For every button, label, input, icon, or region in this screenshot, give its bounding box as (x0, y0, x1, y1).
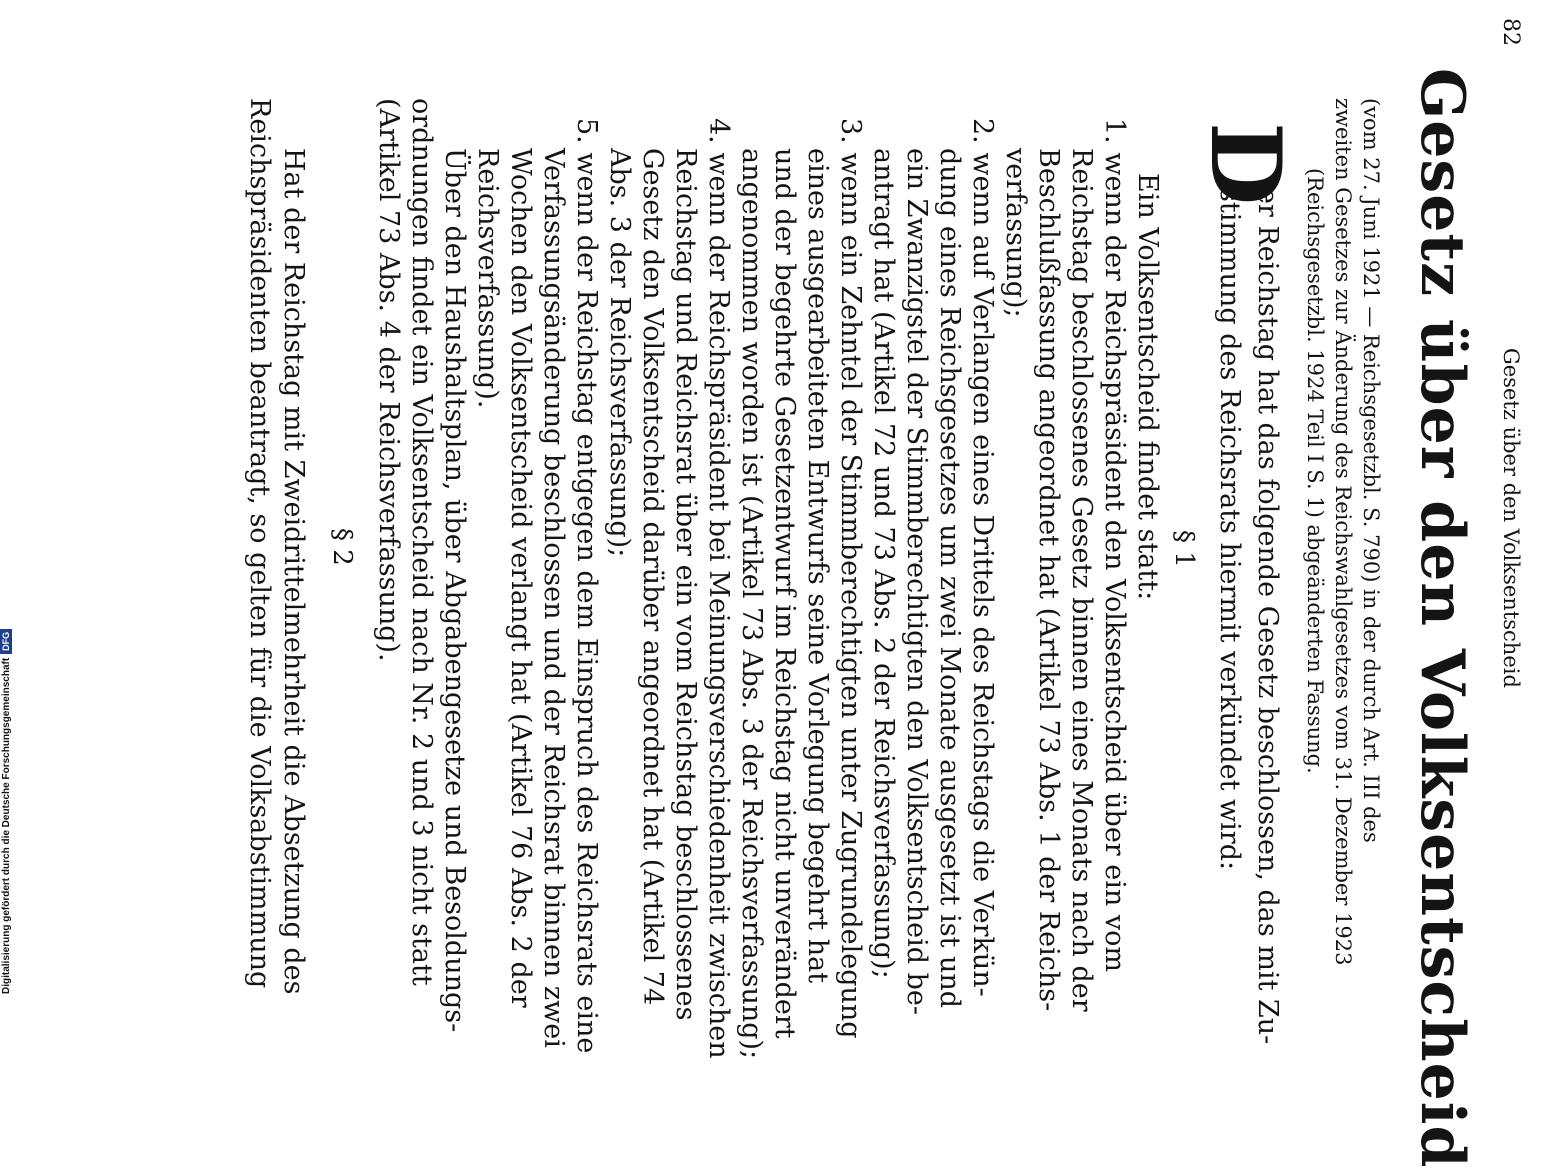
rotated-page (63, 18, 1533, 1169)
s2-line-2: Reichspräsidenten beantragt, so gelten für die Volksabstimmung (244, 98, 275, 989)
s1-line-12: angenommen worden ist (Artikel 73 Abs. 3 der Reichsverfassung); (736, 148, 767, 1060)
s1-line-8: antragt hat (Artikel 72 und 73 Abs. 2 der Reichsverfassung); (868, 148, 899, 979)
s1-line-10: eines ausgearbeiteten Entwurfs seine Vorlegung begehrt hat (802, 148, 833, 984)
s1-line-18: Verfassungsänderung beschlossen und der Reichsrat binnen zwei (538, 148, 569, 1048)
section-1-lead: Ein Volksentscheid findet statt: (1132, 173, 1163, 601)
credit-text: Digitalisierung gefördert durch die Deutsche Forschungsgemeinschaft (0, 657, 12, 994)
s1-line-9: 3. wenn ein Zehntel der Stimmberechtigten unter Zugrundelegung (835, 118, 866, 1039)
digitization-credit (0, 629, 12, 994)
subtitle-line-1: (vom 27. Juni 1921 — Reichsgesetzbl. S. 790) in der durch Art. III des (1359, 98, 1383, 843)
s2-line-1: Hat der Reichstag mit Zweidrittelmehrheit die Absetzung des (278, 148, 309, 995)
s1-line-17: 5. wenn der Reichstag entgegen dem Einspruch des Reichsrats eine (571, 118, 602, 1054)
s1-line-3: Beschlußfassung angeordnet hat (Artikel 73 Abs. 1 der Reichs- (1033, 148, 1064, 1012)
dfg-logo-icon: DFG (0, 629, 12, 654)
s1-line-23: (Artikel 73 Abs. 4 der Reichsverfassung). (373, 98, 404, 662)
s1-line-5: 2. wenn auf Verlangen eines Drittels des Reichstags die Verkün- (967, 118, 998, 997)
subtitle-line-3: (Reichsgesetzbl. 1924 Teil I S. 1) abgeänderten Fassung. (1303, 168, 1327, 774)
s1-line-2: Reichstag beschlossenes Gesetz binnen eines Monats nach der (1066, 148, 1097, 1012)
s1-line-11: und der begehrte Gesetzentwurf im Reichstag nicht unverändert (769, 148, 800, 1039)
s1-line-20: Reichsverfassung). (472, 148, 503, 409)
s1-line-13: 4. wenn der Reichspräsident bei Meinungsverschiedenheit zwischen (703, 118, 734, 1059)
s1-line-21: Über den Haushaltsplan, über Abgabengesetze und Besoldungs- (439, 148, 470, 1033)
subtitle-line-2: zweiten Gesetzes zur Änderung des Reichswahlgesetzes vom 31. Dezember 1923 (1331, 98, 1355, 966)
page-number: 82 (1498, 18, 1523, 46)
document-title: Gesetz über den Volksentscheid (1407, 68, 1477, 1169)
s1-line-15: Gesetz den Volksentscheid darüber angeordnet hat (Artikel 74 (637, 148, 668, 1006)
s1-line-6: dung eines Reichsgesetzes um zwei Monate ausgesetzt ist und (934, 148, 965, 1009)
section-1-heading: § 1 (1169, 530, 1199, 568)
s1-line-4: verfassung); (1000, 148, 1031, 318)
drop-cap: D (1189, 122, 1302, 206)
intro-line-2: stimmung des Reichsrats hiermit verkündet wird: (1214, 188, 1245, 871)
s1-line-22: ordnungen findet ein Volksentscheid nach Nr. 2 und 3 nicht statt (406, 98, 437, 986)
s1-line-14: Reichstag und Reichsrat über ein vom Reichstag beschlossenes (670, 148, 701, 1021)
intro-line-1: er Reichstag hat das folgende Gesetz beschlossen, das mit Zu- (1252, 188, 1283, 1045)
s1-line-19: Wochen den Volksentscheid verlangt hat (Artikel 76 Abs. 2 der (505, 148, 536, 1008)
s1-line-1: 1. wenn der Reichspräsident den Volksentscheid über ein vom (1099, 118, 1130, 972)
s1-line-16: Abs. 3 der Reichsverfassung); (604, 148, 635, 558)
section-2-heading: § 2 (327, 528, 357, 566)
s1-line-7: ein Zwanzigstel der Stimmberechtigten den Volksentscheid be- (901, 148, 932, 1015)
running-title: Gesetz über den Volksentscheid (1499, 348, 1523, 688)
